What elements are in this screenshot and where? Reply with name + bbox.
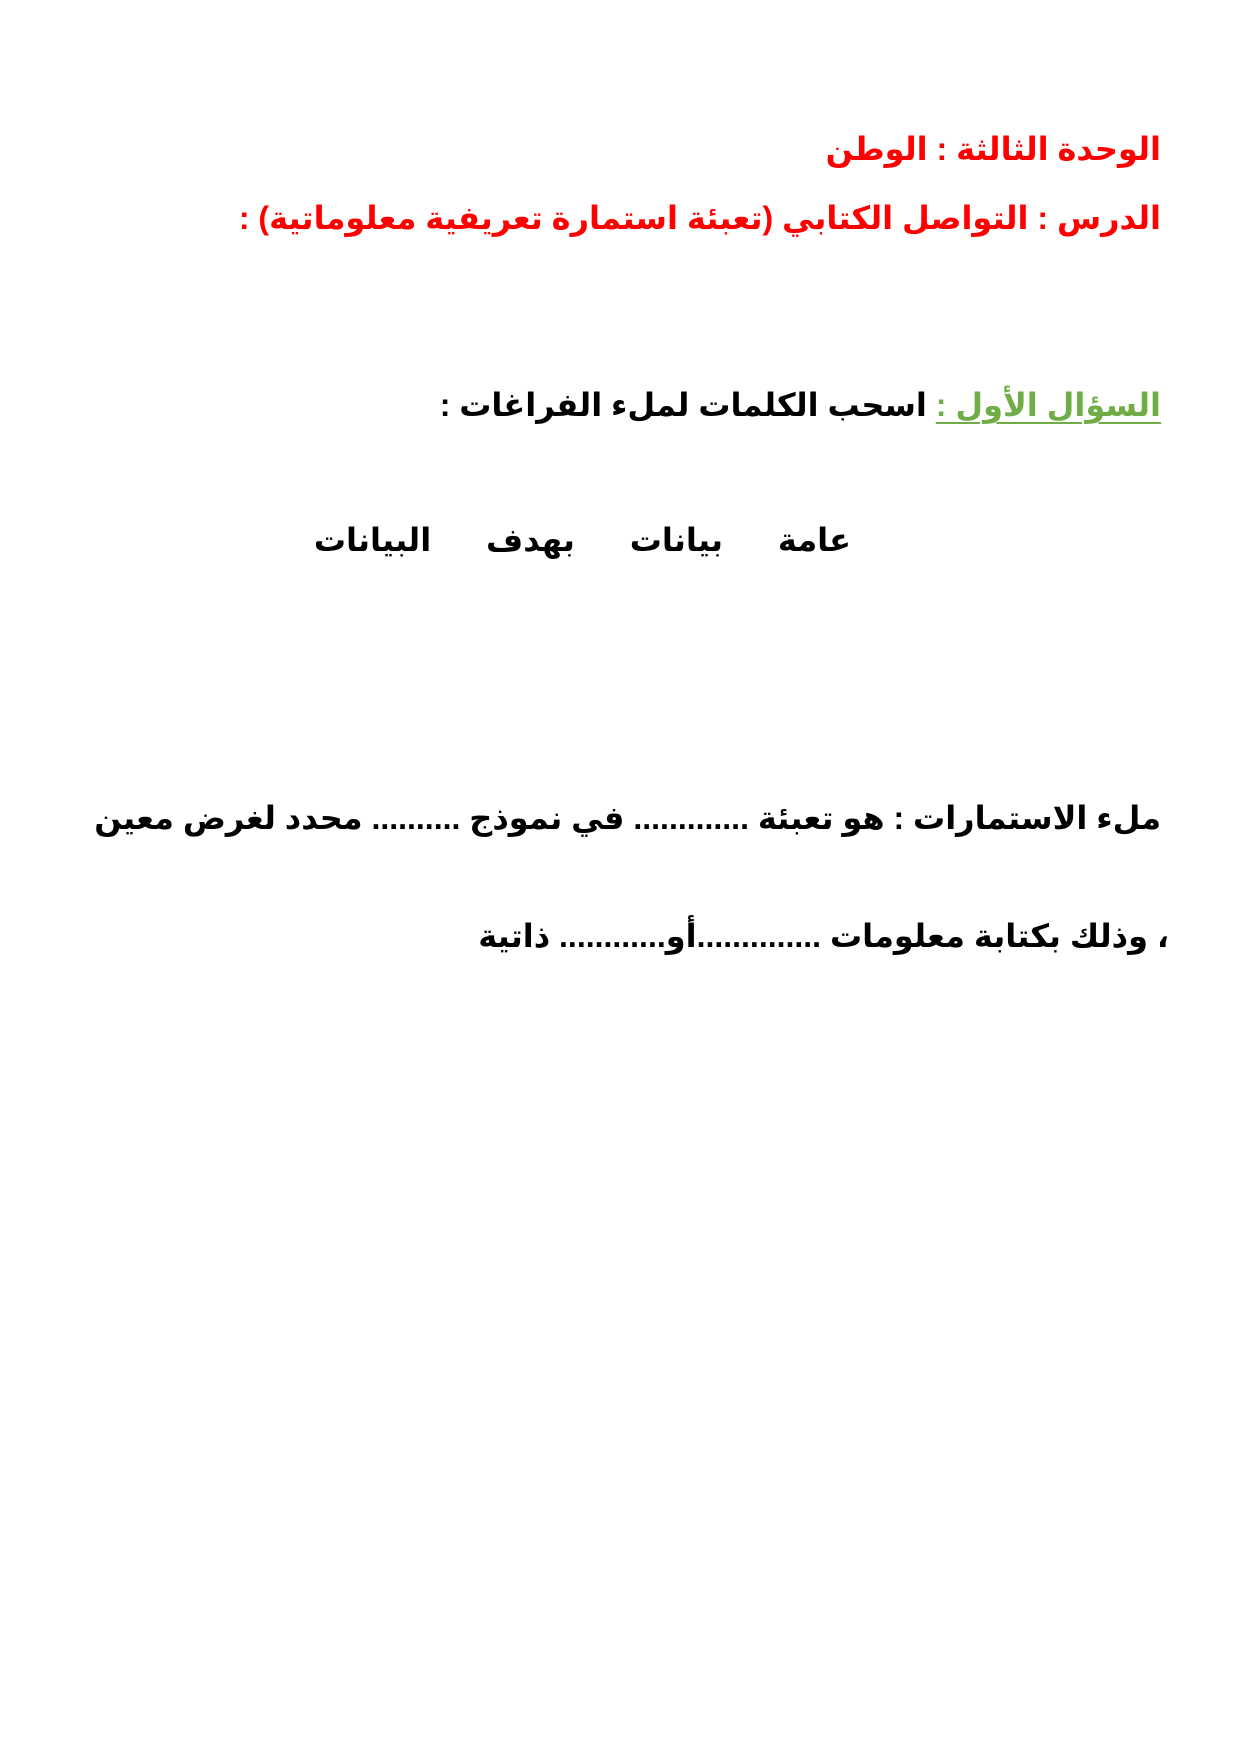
word-bank bbox=[314, 520, 851, 560]
fill-blank-sentence-1[interactable]: ملء الاستمارات : هو تعبئة ............. في نموذج .......... محدد لغرض معين bbox=[94, 800, 1161, 836]
fill-blank-sentence-2[interactable]: ، وذلك بكتابة معلومات ..............أو............ ذاتية bbox=[478, 918, 1169, 954]
draggable-word-1[interactable]: عامة bbox=[777, 522, 851, 558]
lesson-title: الدرس : التواصل الكتابي (تعبئة استمارة تعريفية معلوماتية) : bbox=[238, 200, 1161, 236]
question-label: السؤال الأول : bbox=[935, 387, 1161, 423]
draggable-word-4[interactable]: البيانات bbox=[313, 522, 432, 558]
draggable-word-3[interactable]: بهدف bbox=[486, 522, 575, 558]
unit-title: الوحدة الثالثة : الوطن bbox=[825, 131, 1161, 167]
draggable-word-2[interactable]: بيانات bbox=[629, 522, 724, 558]
question-instruction: اسحب الكلمات لملء الفراغات : bbox=[439, 387, 936, 423]
question-line bbox=[440, 385, 1161, 425]
